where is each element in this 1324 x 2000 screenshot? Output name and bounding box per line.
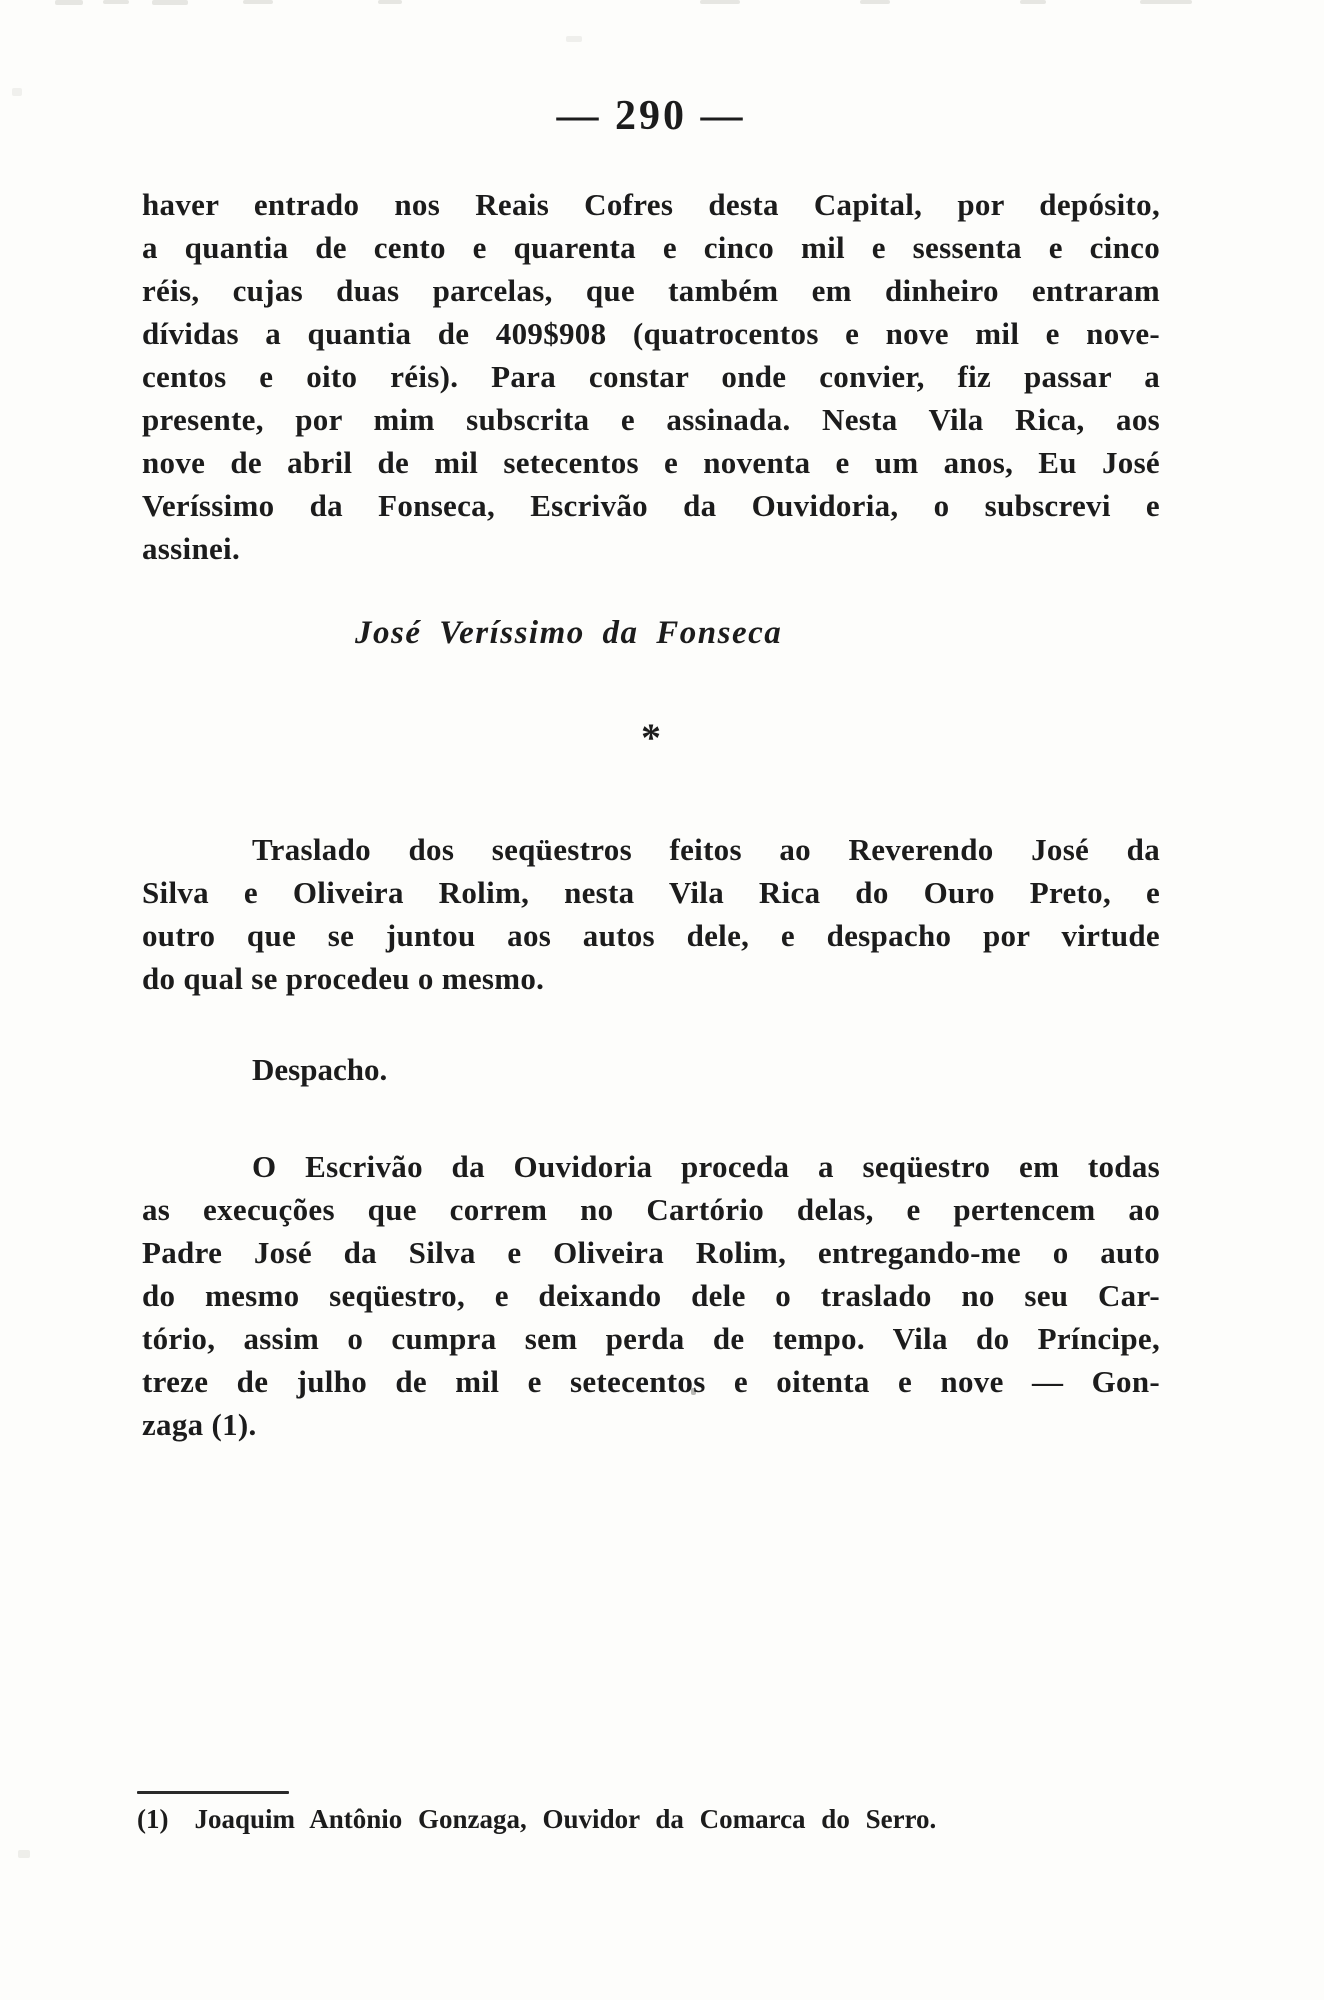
scan-artifact: [103, 0, 129, 4]
signature-jose-verissimo: José Veríssimo da Fonseca: [355, 615, 783, 651]
text-line: haver entrado nos Reais Cofres desta Capital, por depósito,: [142, 187, 1160, 222]
scan-artifact: [860, 0, 890, 4]
text-line: Veríssimo da Fonseca, Escrivão da Ouvidoria, o subscrevi e: [142, 488, 1160, 523]
text-line: centos e oito réis). Para constar onde convier, fiz passar a: [142, 359, 1160, 394]
text-line: Traslado dos seqüestros feitos ao Reverendo José da: [252, 832, 1160, 867]
text-line: do mesmo seqüestro, e deixando dele o traslado no seu Car-: [142, 1278, 1160, 1313]
scan-artifact: [12, 88, 22, 96]
text-line: a quantia de cento e quarenta e cinco mil e sessenta e cinco: [142, 230, 1160, 265]
scan-artifact: [1020, 0, 1046, 4]
scan-artifact: [18, 1850, 30, 1858]
scan-artifact: [1140, 0, 1192, 4]
text-line: outro que se juntou aos autos dele, e despacho por virtude: [142, 918, 1160, 953]
text-line: Silva e Oliveira Rolim, nesta Vila Rica do Ouro Preto, e: [142, 875, 1160, 910]
text-line: O Escrivão da Ouvidoria proceda a seqüestro em todas: [252, 1149, 1160, 1184]
scan-artifact: [152, 0, 188, 5]
footnote-rule: [137, 1791, 289, 1794]
asterisk-separator-icon: *: [641, 715, 661, 760]
scan-artifact: [566, 36, 582, 42]
paragraph-traslado-intro: [142, 828, 1160, 1000]
footnote-text: Joaquim Antônio Gonzaga, Ouvidor da Comarca do Serro.: [194, 1804, 937, 1834]
scan-artifact: [243, 0, 273, 4]
scan-artifact: [378, 0, 402, 4]
text-line: as execuções que correm no Cartório delas, e pertencem ao: [142, 1192, 1160, 1227]
scan-artifact: [55, 0, 83, 5]
text-line: Padre José da Silva e Oliveira Rolim, entregando-me o auto: [142, 1235, 1160, 1270]
text-line: zaga (1).: [142, 1407, 257, 1442]
text-line: presente, por mim subscrita e assinada. Nesta Vila Rica, aos: [142, 402, 1160, 437]
text-line: réis, cujas duas parcelas, que também em dinheiro entraram: [142, 273, 1160, 308]
text-line: do qual se procedeu o mesmo.: [142, 961, 545, 996]
text-line: assinei.: [142, 531, 241, 566]
scan-artifact: [700, 0, 740, 4]
paragraph-deposit-record: [142, 183, 1160, 570]
text-line: tório, assim o cumpra sem perda de tempo. Vila do Príncipe,: [142, 1321, 1160, 1356]
despacho-heading: Despacho.: [252, 1052, 388, 1087]
text-line: nove de abril de mil setecentos e noventa e um anos, Eu José: [142, 445, 1160, 480]
page-number: — 290 —: [556, 93, 746, 139]
footnote-marker: (1): [137, 1804, 169, 1834]
text-line: treze de julho de mil e setecentos e oitenta e nove — Gon-: [142, 1364, 1160, 1399]
text-line: dívidas a quantia de 409$908 (quatrocentos e nove mil e nove-: [142, 316, 1160, 351]
paragraph-despacho-text: [142, 1145, 1160, 1446]
footnote: [137, 1800, 1155, 1838]
